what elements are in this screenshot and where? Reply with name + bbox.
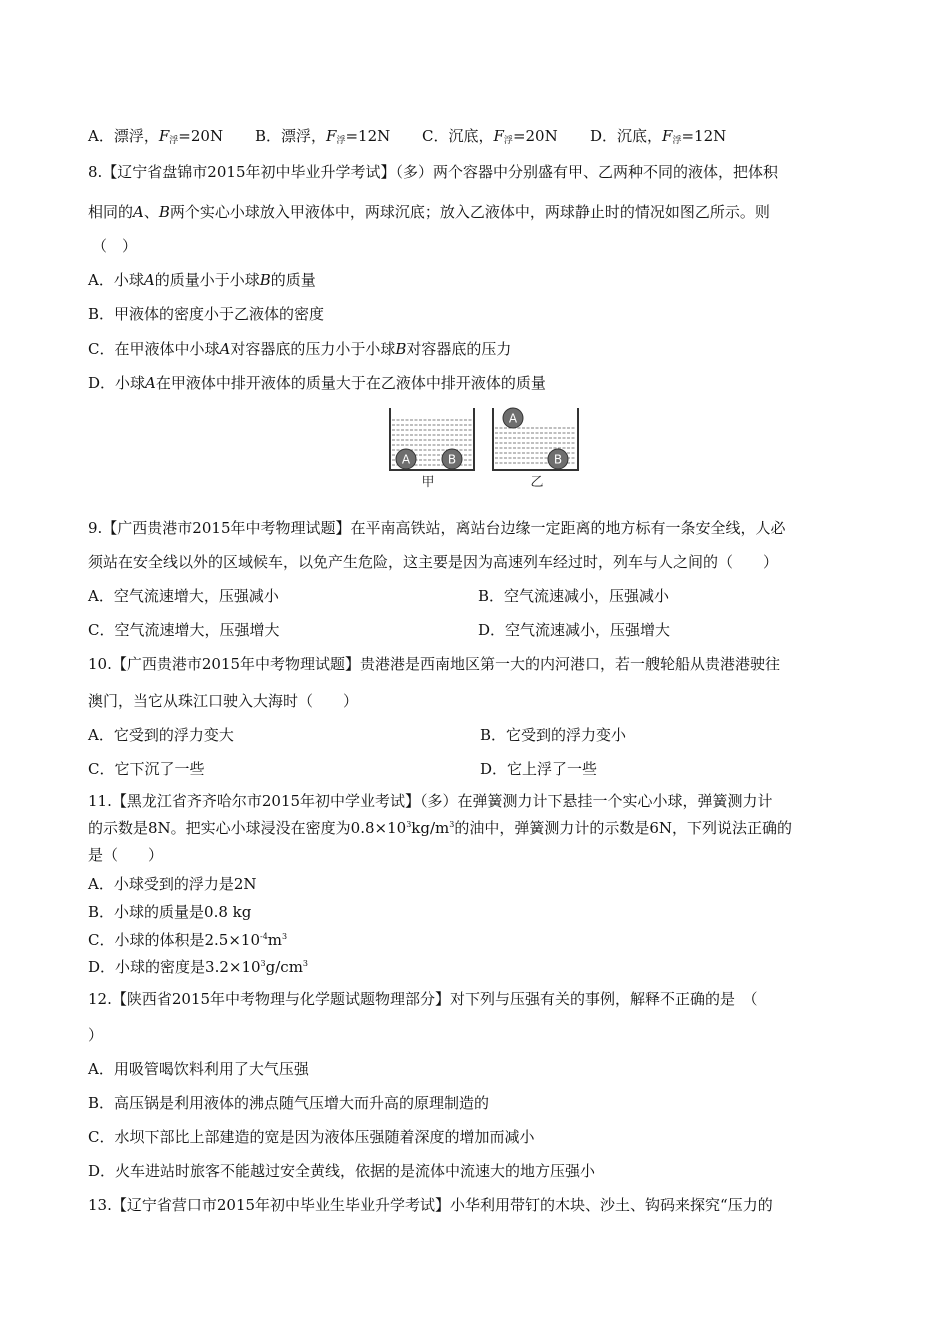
q12-option-d: D．火车进站时旅客不能越过安全黄线，依据的是流体中流速大的地方压强小 [88, 1162, 596, 1180]
label-yi: 乙 [530, 475, 544, 488]
q8-stem-line-2: 相同的A、B两个实心小球放入甲液体中，两球沉底；放入乙液体中，两球静止时的情况如图乙所示。则 [88, 203, 770, 221]
container-yi [493, 408, 578, 488]
q13-stem-line-1: 13.【辽宁省营口市2015年初中毕业生毕业升学考试】小华利用带钉的木块、沙土、钩码来探究“压力的 [88, 1196, 773, 1214]
q10-option-c: C．它下沉了一些 [88, 760, 205, 778]
q7-option-a: A．漂浮，$F_浮=20N$ [88, 127, 224, 146]
q11-stem-line-3: 是（ ） [88, 846, 164, 864]
q9-option-c: C．空气流速增大，压强增大 [88, 621, 280, 639]
q7-option-d: D．沉底，$F_浮=12N$ [590, 127, 727, 146]
q9-stem-line-1: 9.【广西贵港市2015年中考物理试题】在平南高铁站，离站台边缘一定距离的地方标有一条安全线，人必 [88, 519, 786, 537]
q9-option-a: A．空气流速增大，压强减小 [88, 587, 279, 605]
q12-option-b: B．高压锅是利用液体的沸点随气压增大而升高的原理制造的 [88, 1094, 490, 1112]
ball-a-jia-label: A [401, 452, 411, 467]
q7-option-c: C．沉底，$F_浮=20N$ [422, 127, 558, 146]
q8-option-c: C．在甲液体中小球A对容器底的压力小于小球B对容器底的压力 [88, 340, 512, 358]
q11-option-a: A．小球受到的浮力是2N [88, 875, 257, 893]
q11-stem-line-1: 11.【黑龙江省齐齐哈尔市2015年初中学业考试】（多）在弹簧测力计下悬挂一个实心小球，弹簧测力计 [88, 792, 773, 810]
q12-option-c: C．水坝下部比上部建造的宽是因为液体压强随着深度的增加而减小 [88, 1128, 535, 1146]
q10-option-b: B．它受到的浮力变小 [480, 726, 627, 744]
q8-option-a: A．小球A的质量小于小球B的质量 [88, 271, 316, 289]
q8-stem-line-1: 8.【辽宁省盘锦市2015年初中毕业升学考试】（多）两个容器中分别盛有甲、乙两种不同的液体，把体积 [88, 163, 778, 181]
label-jia: 甲 [421, 475, 435, 488]
q9-stem-line-2: 须站在安全线以外的区域候车，以免产生危险，这主要是因为高速列车经过时，列车与人之间的（ ） [88, 553, 779, 571]
q11-option-b: B．小球的质量是0.8 kg [88, 903, 252, 921]
ball-a-yi-label: A [508, 411, 518, 426]
q7-option-b: B．漂浮，$F_浮=12N$ [255, 127, 391, 146]
q12-stem-line-1: 12.【陕西省2015年中考物理与化学题试题物理部分】对下列与压强有关的事例，解释不正确的是 （ [88, 990, 758, 1008]
ball-b-yi-label: B [553, 452, 563, 467]
q10-option-a: A．它受到的浮力变大 [88, 726, 234, 744]
q8-option-b: B．甲液体的密度小于乙液体的密度 [88, 305, 325, 323]
q10-stem-line-2: 澳门，当它从珠江口驶入大海时（ ） [88, 692, 359, 710]
q8-option-d: D．小球A在甲液体中排开液体的质量大于在乙液体中排开液体的质量 [88, 374, 546, 392]
q9-option-b: B．空气流速减小，压强减小 [478, 587, 670, 605]
q8-container-figure [382, 404, 582, 488]
q11-option-c: C．小球的体积是$2.5\times 10^{-4}m^3$ [88, 931, 288, 949]
q10-option-d: D．它上浮了一些 [480, 760, 598, 778]
q12-stem-line-2: ） [88, 1026, 104, 1044]
q11-option-d: D．小球的密度是$3.2\times 10^3g/cm^3$ [88, 958, 309, 976]
q12-option-a: A．用吸管喝饮料利用了大气压强 [88, 1060, 309, 1078]
container-jia [390, 408, 474, 488]
q9-option-d: D．空气流速减小，压强增大 [478, 621, 671, 639]
q11-stem-line-2: 的示数是8N。把实心小球浸没在密度为$0.8\times 10^3kg/m^3$的油中，弹簧测力计的示数是6N，下列说法正确的 [88, 819, 793, 837]
q10-stem-line-1: 10.【广西贵港市2015年中考物理试题】贵港港是西南地区第一大的内河港口，若一艘轮船从贵港港驶往 [88, 655, 781, 673]
ball-b-jia-label: B [447, 452, 457, 467]
q8-answer-bracket: （ ） [92, 237, 138, 255]
